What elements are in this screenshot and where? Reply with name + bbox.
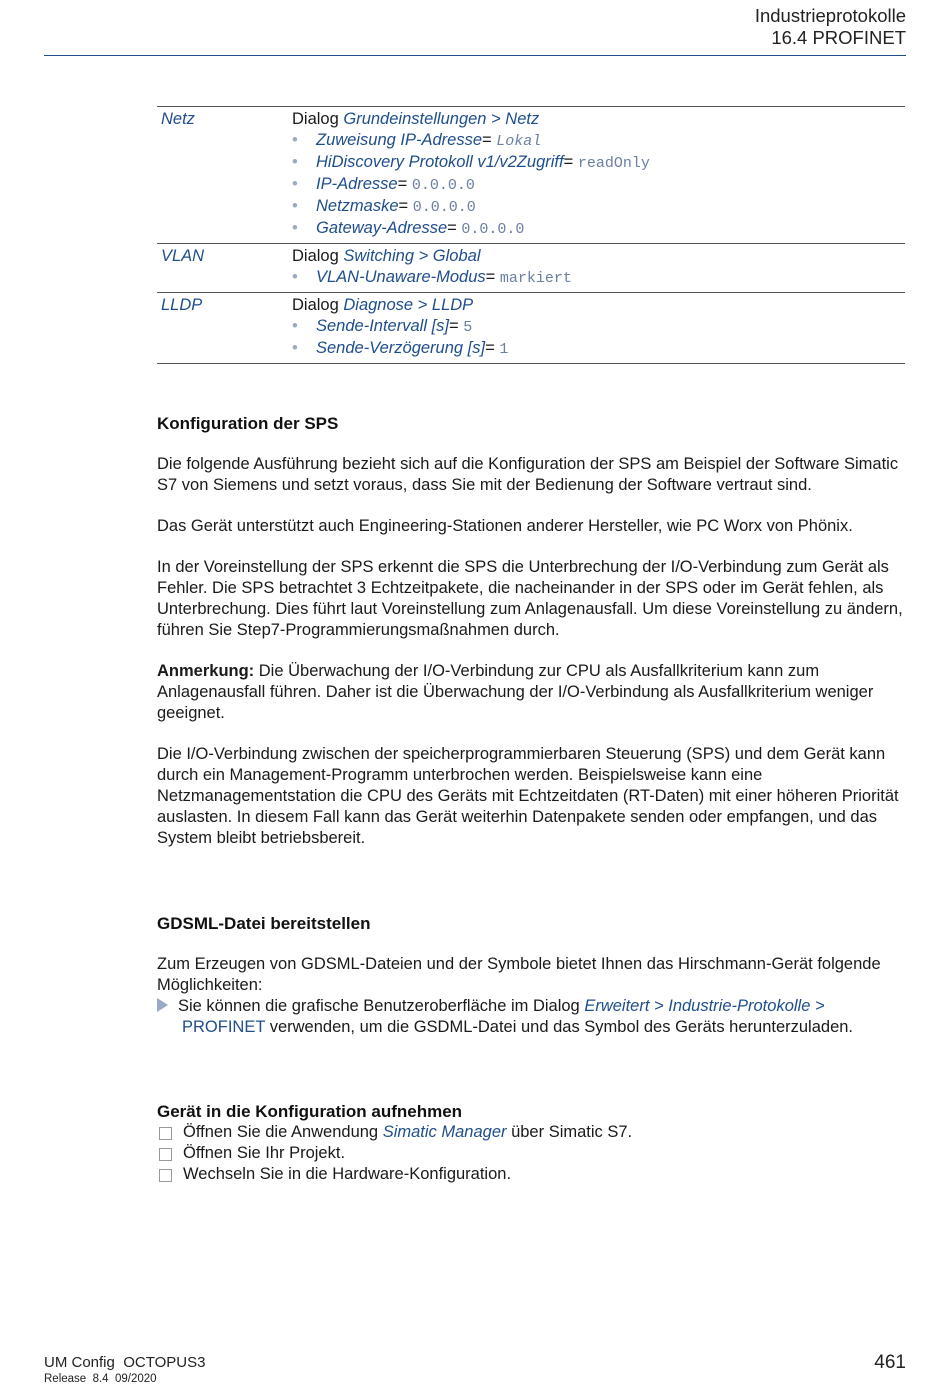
param-name: Netzmaske: [316, 197, 399, 215]
row-key: LLDP: [161, 296, 203, 314]
param-value: 0.0.0.0: [461, 221, 525, 238]
param-name: Gateway-Adresse: [316, 219, 448, 237]
dialog-path: Switching > Global: [343, 247, 481, 265]
param-value: Lokal: [496, 133, 542, 150]
row-content: [288, 107, 905, 244]
list-item: • VLAN-Unaware-Modus= markiert: [292, 267, 901, 289]
param-value: 1: [499, 341, 509, 358]
paragraph: Das Gerät unterstützt auch Engineering-Stationen anderer Hersteller, wie PC Worx von Phönix.: [157, 517, 853, 535]
section-sps: [157, 414, 907, 849]
dialog-prefix: Dialog: [292, 296, 339, 314]
footer-doc: UM Config OCTOPUS3: [44, 1354, 206, 1371]
section-heading: Gerät in die Konfiguration aufnehmen: [157, 1102, 463, 1121]
param-name: VLAN-Unaware-Modus: [316, 268, 486, 286]
list-item: • IP-Adresse= 0.0.0.0: [292, 174, 901, 196]
note-text: Die Überwachung der I/O-Verbindung zur CPU als Ausfallkriterium kann zum Anlagenausfall führen. Daher ist die Überwachung der I/O-Verbindung als Ausfallkriterium weniger geeignet.: [157, 662, 874, 722]
param-name: Zuweisung IP-Adresse: [316, 131, 482, 149]
param-name: Sende-Verzögerung [s]: [316, 339, 486, 357]
list-item: • Sende-Verzögerung [s]= 1: [292, 338, 901, 360]
table-row: [157, 293, 905, 364]
row-key: Netz: [161, 110, 195, 128]
param-name: HiDiscovery Protokoll v1/v2Zugriff: [316, 153, 564, 171]
section-geraet: [157, 1102, 907, 1185]
section-gdsml: [157, 914, 907, 1038]
paragraph: In der Voreinstellung der SPS erkennt die SPS die Unterbrechung der I/O-Verbindung zum Gerät als Fehler. Die SPS betrachtet 3 Echtzeitpakete, die nacheinander in der SPS oder im Gerät fehlen, als Unterbrechung. Dies führt laut Voreinstellung zum Anlagenausfall. Um diese Voreinstellung zu ändern, führen Sie Step7-Programmierungsmaßnahmen durch.: [157, 558, 903, 639]
header-rule: [44, 55, 906, 56]
page-number: 461: [874, 1352, 906, 1373]
paragraph: Zum Erzeugen von GDSML-Dateien und der Symbole bietet Ihnen das Hirschmann-Gerät folgende Möglichkeiten:: [157, 955, 881, 994]
note-label: Anmerkung:: [157, 662, 255, 680]
footer: [44, 1354, 205, 1388]
paragraph: Die folgende Ausführung bezieht sich auf die Konfiguration der SPS am Beispiel der Software Simatic S7 von Siemens und setzt voraus, dass Sie mit der Bedienung der Software vertraut sind.: [157, 455, 899, 494]
list-item: • Sende-Intervall [s]= 5: [292, 316, 901, 338]
dialog-prefix: Dialog: [292, 110, 339, 128]
list-item: Sie können die grafische Benutzeroberfläche im Dialog Erweitert > Industrie-Protokolle > PROFINET verwenden, um die GSDML-Datei und das Symbol des Geräts herunterzuladen.: [157, 996, 907, 1038]
dialog-path-link[interactable]: Erweitert > Industrie-Protokolle >: [584, 997, 825, 1015]
param-value: 5: [463, 319, 473, 336]
settings-table: [157, 106, 905, 364]
row-content: [288, 293, 905, 364]
dialog-path: Grundeinstellungen > Netz: [343, 110, 540, 128]
dialog-path: Diagnose > LLDP: [343, 296, 474, 314]
param-value: 0.0.0.0: [411, 177, 475, 194]
note-paragraph: [157, 661, 907, 724]
checkbox-icon: [159, 1148, 172, 1161]
checkbox-icon: [159, 1169, 172, 1182]
dialog-prefix: Dialog: [292, 247, 339, 265]
step-item: Wechseln Sie in die Hardware-Konfiguration.: [157, 1164, 907, 1185]
dialog-path-link[interactable]: PROFINET: [182, 1018, 266, 1036]
checkbox-icon: [159, 1127, 172, 1140]
param-name: Sende-Intervall [s]: [316, 317, 449, 335]
list-item: • Gateway-Adresse= 0.0.0.0: [292, 218, 901, 240]
header-chapter: Industrieprotokolle: [754, 5, 906, 26]
param-value: markiert: [499, 270, 572, 287]
paragraph: Die I/O-Verbindung zwischen der speicherprogrammierbaren Steuerung (SPS) und dem Gerät kann durch ein Management-Programm unterbrochen werden. Beispielsweise kann eine Netzmanagementstation die CPU des Geräts mit Echtzeitdaten (RT-Daten) mit einer höheren Priorität auslasten. In diesem Fall kann das Gerät weiterhin Datenpakete senden oder empfangen, und das System bleibt betriebsbereit.: [157, 745, 899, 847]
page-header: [755, 5, 906, 49]
list-item: • Netzmaske= 0.0.0.0: [292, 196, 901, 218]
table-row: [157, 244, 905, 293]
footer-release: Release 8.4 09/2020: [44, 1373, 157, 1385]
param-value: 0.0.0.0: [412, 199, 476, 216]
row-content: [288, 244, 905, 293]
header-section: 16.4 PROFINET: [771, 27, 906, 48]
section-heading: GDSML-Datei bereitstellen: [157, 914, 371, 933]
list-item: • HiDiscovery Protokoll v1/v2Zugriff= readOnly: [292, 152, 901, 174]
section-heading: Konfiguration der SPS: [157, 414, 339, 433]
param-name: IP-Adresse: [316, 175, 398, 193]
list-item: • Zuweisung IP-Adresse= Lokal: [292, 130, 901, 152]
step-item: Öffnen Sie die Anwendung Simatic Manager über Simatic S7.: [157, 1122, 907, 1143]
row-key: VLAN: [161, 247, 205, 265]
triangle-bullet-icon: [157, 998, 168, 1012]
app-name: Simatic Manager: [382, 1123, 507, 1141]
table-row: [157, 107, 905, 244]
step-item: Öffnen Sie Ihr Projekt.: [157, 1143, 907, 1164]
param-value: readOnly: [577, 155, 650, 172]
